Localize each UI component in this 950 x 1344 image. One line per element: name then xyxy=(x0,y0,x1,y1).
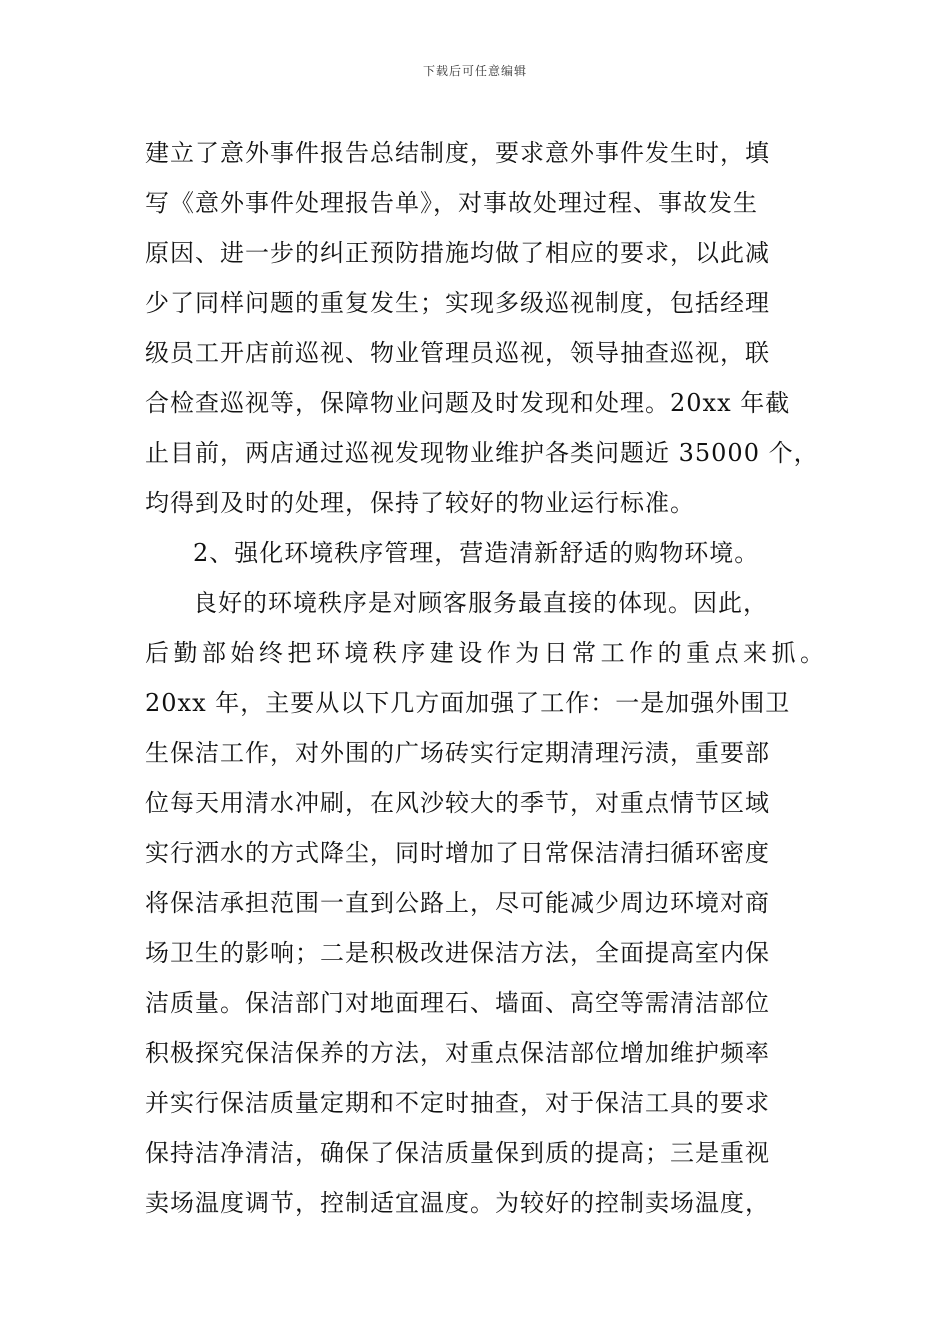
section-heading: 2、强化环境秩序管理，营造清新舒适的购物环境。 xyxy=(193,539,760,567)
text-line: 止目前，两店通过巡视发现物业维护各类问题近 35000 个， xyxy=(145,439,819,467)
text-line: 少了同样问题的重复发生；实现多级巡视制度，包括经理 xyxy=(145,289,770,317)
text-line: 积极探究保洁保养的方法，对重点保洁部位增加维护频率 xyxy=(145,1039,770,1067)
text-line: 合检查巡视等，保障物业问题及时发现和处理。20xx 年截 xyxy=(145,389,791,417)
paragraph-start: 良好的环境秩序是对顾客服务最直接的体现。因此， xyxy=(193,589,768,617)
text-line: 洁质量。保洁部门对地面理石、墙面、高空等需清洁部位 xyxy=(145,989,770,1017)
text-line: 卖场温度调节，控制适宜温度。为较好的控制卖场温度， xyxy=(145,1189,770,1217)
text-line: 建立了意外事件报告总结制度，要求意外事件发生时，填 xyxy=(145,139,770,167)
text-line: 均得到及时的处理，保持了较好的物业运行标准。 xyxy=(145,489,695,517)
text-line: 后勤部始终把环境秩序建设作为日常工作的重点来抓。 xyxy=(145,639,825,667)
text-line: 将保洁承担范围一直到公路上，尽可能减少周边环境对商 xyxy=(145,889,770,917)
text-line: 保持洁净清洁，确保了保洁质量保到质的提高；三是重视 xyxy=(145,1139,770,1167)
text-line: 级员工开店前巡视、物业管理员巡视，领导抽查巡视，联 xyxy=(145,339,770,367)
text-line: 并实行保洁质量定期和不定时抽查，对于保洁工具的要求 xyxy=(145,1089,770,1117)
text-line: 位每天用清水冲刷，在风沙较大的季节，对重点情节区域 xyxy=(145,789,770,817)
text-line: 场卫生的影响；二是积极改进保洁方法，全面提高室内保 xyxy=(145,939,770,967)
text-line: 实行洒水的方式降尘，同时增加了日常保洁清扫循环密度 xyxy=(145,839,770,867)
text-line: 写《意外事件处理报告单》，对事故处理过程、事故发生 xyxy=(145,189,758,217)
text-line: 生保洁工作，对外围的广场砖实行定期清理污渍，重要部 xyxy=(145,739,770,767)
page-header-note: 下载后可任意编辑 xyxy=(422,64,527,78)
text-line: 20xx 年，主要从以下几方面加强了工作：一是加强外围卫 xyxy=(145,689,791,717)
text-line: 原因、进一步的纠正预防措施均做了相应的要求，以此减 xyxy=(145,239,770,267)
document-body xyxy=(145,128,825,1228)
